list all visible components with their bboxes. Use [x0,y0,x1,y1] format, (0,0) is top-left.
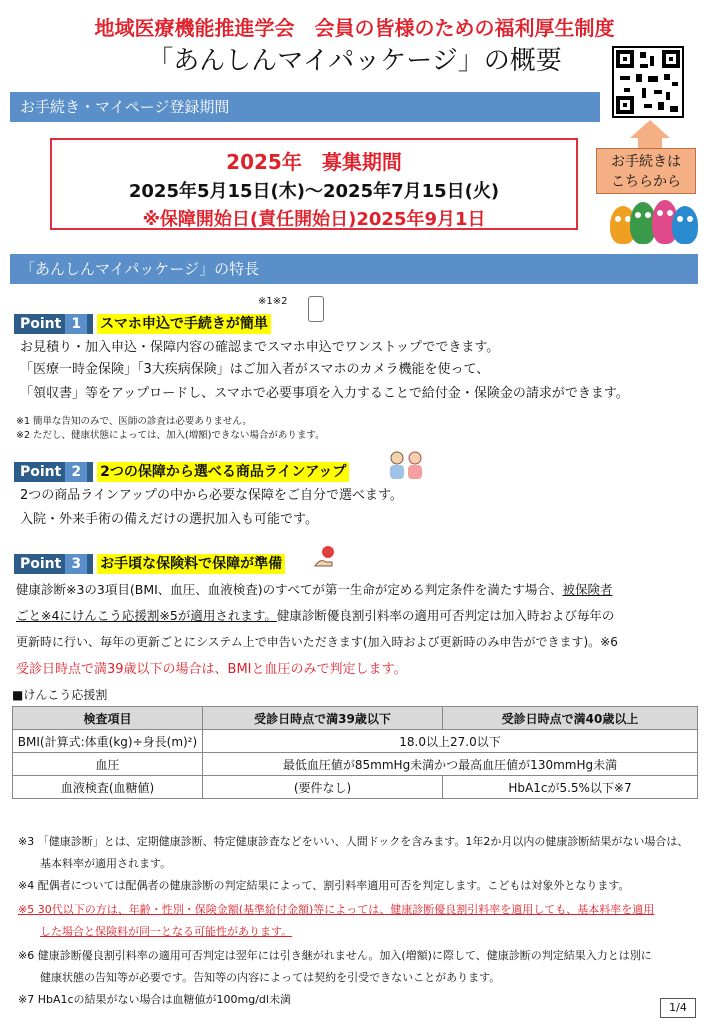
point-badge: Point 2 [14,462,93,482]
qr-finder-icon [616,50,634,68]
table-cell: 血圧 [13,753,203,776]
table-row [13,753,698,776]
procedure-callout[interactable] [596,148,696,194]
table-cell: BMI(計算式:体重(kg)÷身長(m)²) [13,730,203,753]
footnote-6: ※6 健康診断優良割引料率の適用可否判定は翌年には引き継がれません。加入(増額)に際して、健康診断の判定結果入力とは別に [18,949,652,962]
enrollment-period-box [50,138,578,230]
qr-code-icon[interactable] [612,46,684,118]
mascot-icon [672,206,698,244]
table-cell: 18.0以上27.0以下 [203,730,698,753]
smartphone-icon [308,296,324,322]
qr-finder-icon [616,96,634,114]
people-icon [386,450,426,480]
health-discount-table [12,706,698,799]
point-3 [14,554,285,574]
period-title: 2025年 募集期間 [226,150,402,174]
period-dates: 2025年5月15日(木)～2025年7月15日(火) [128,181,500,202]
note-ref: ※1※2 [258,296,288,307]
table-cell: (要件なし) [203,776,443,799]
coin-hand-icon [312,544,338,570]
point1-line: お見積り・加入申込・保障内容の確認までスマホ申込でワンストップでできます。 [20,340,500,355]
footnote-5: ※5 30代以下の方は、年齢・性別・保険金額(基準給付金額)等によっては、健康診断優良割引料率を適用しても、基本料率を適用 [18,903,655,916]
table-header-row [13,707,698,730]
footnote-6-cont: 健康状態の告知等が必要です。告知等の内容によっては契約を引受できないことがあります。 [40,971,501,984]
qr-finder-icon [662,50,680,68]
point-1 [14,314,271,334]
section-heading-registration: お手続き・マイページ登録期間 [10,92,600,122]
point-badge: Point 1 [14,314,93,334]
point3-age-note: 受診日時点で満39歳以下の場合は、BMIと血圧のみで判定します。 [16,662,407,677]
page-number: 1/4 [660,998,696,1018]
point2-line: 入院・外来手術の備えだけの選択加入も可能です。 [20,512,318,527]
point2-line: 2つの商品ラインアップの中から必要な保障をご自分で選べます。 [20,488,403,503]
table-cell: 最低血圧値が85mmHg未満かつ最高血圧値が130mmHg未満 [203,753,698,776]
title-line1: 地域医療機能推進学会 会員の皆様のための福利厚生制度 [94,16,615,40]
point3-line: 健康診断※3の3項目(BMI、血圧、血液検査)のすべてが第一生命が定める判定条件を満たす場合、被保険者 [16,582,613,597]
page-title: 「あんしんマイパッケージ」の概要 [147,46,562,76]
table-header: 受診日時点で満39歳以下 [203,707,443,730]
point1-note: ※1 簡単な告知のみで、医師の診査は必要ありません。 [16,416,252,427]
footnote-3: ※3 「健康診断」とは、定期健康診断、特定健康診査などをいい、人間ドックを含みます。1年2か月以内の健康診断結果がない場合は、 [18,835,689,848]
table-cell: 血液検査(血糖値) [13,776,203,799]
footnote-7: ※7 HbA1cの結果がない場合は血糖値が100mg/dl未満 [18,993,291,1006]
table-cell: HbA1cが5.5%以下※7 [443,776,698,799]
point-title: スマホ申込で手続きが簡単 [97,314,271,334]
coverage-start-date: ※保障開始日(責任開始日)2025年9月1日 [142,209,486,230]
point-badge: Point 3 [14,554,93,574]
point3-line: ごと※4にけんこう応援割※5が適用されます。健康診断優良割引料率の適用可否判定は加入時および毎年の [16,608,615,623]
table-header: 検査項目 [13,707,203,730]
point1-line: 「領収書」等をアップロードし、スマホで必要事項を入力することで給付金・保険金の請求ができます。 [20,386,629,401]
mascot-characters-icon [608,198,698,244]
section-heading-features: 「あんしんマイパッケージ」の特長 [10,254,698,284]
table-header: 受診日時点で満40歳以上 [443,707,698,730]
arrow-up-icon [630,120,670,138]
footnote-4: ※4 配偶者については配偶者の健康診断の判定結果によって、割引料率適用可否を判定します。こどもは対象外となります。 [18,879,630,892]
point1-line: 「医療一時金保険」「3大疾病保険」はご加入者がスマホのカメラ機能を使って、 [20,362,490,377]
point-title: 2つの保障から選べる商品ラインアップ [97,462,349,482]
point1-note: ※2 ただし、健康状態によっては、加入(増額)できない場合があります。 [16,430,325,441]
footnote-5-cont: した場合と保険料が同一となる可能性があります。 [40,925,293,938]
point3-line: 更新時に行い、毎年の更新ごとにシステム上で申告いただきます(加入時および更新時のみ申告ができます)。※6 [16,635,618,649]
table-caption: ■けんこう応援割 [12,688,108,702]
callout-line: お手続きは [611,154,681,170]
callout-line: こちらから [611,174,681,190]
point-title: お手頃な保険料で保障が準備 [97,554,285,574]
footnote-3-cont: 基本料率が適用されます。 [40,857,172,870]
table-row [13,730,698,753]
point-2 [14,462,349,482]
table-row [13,776,698,799]
